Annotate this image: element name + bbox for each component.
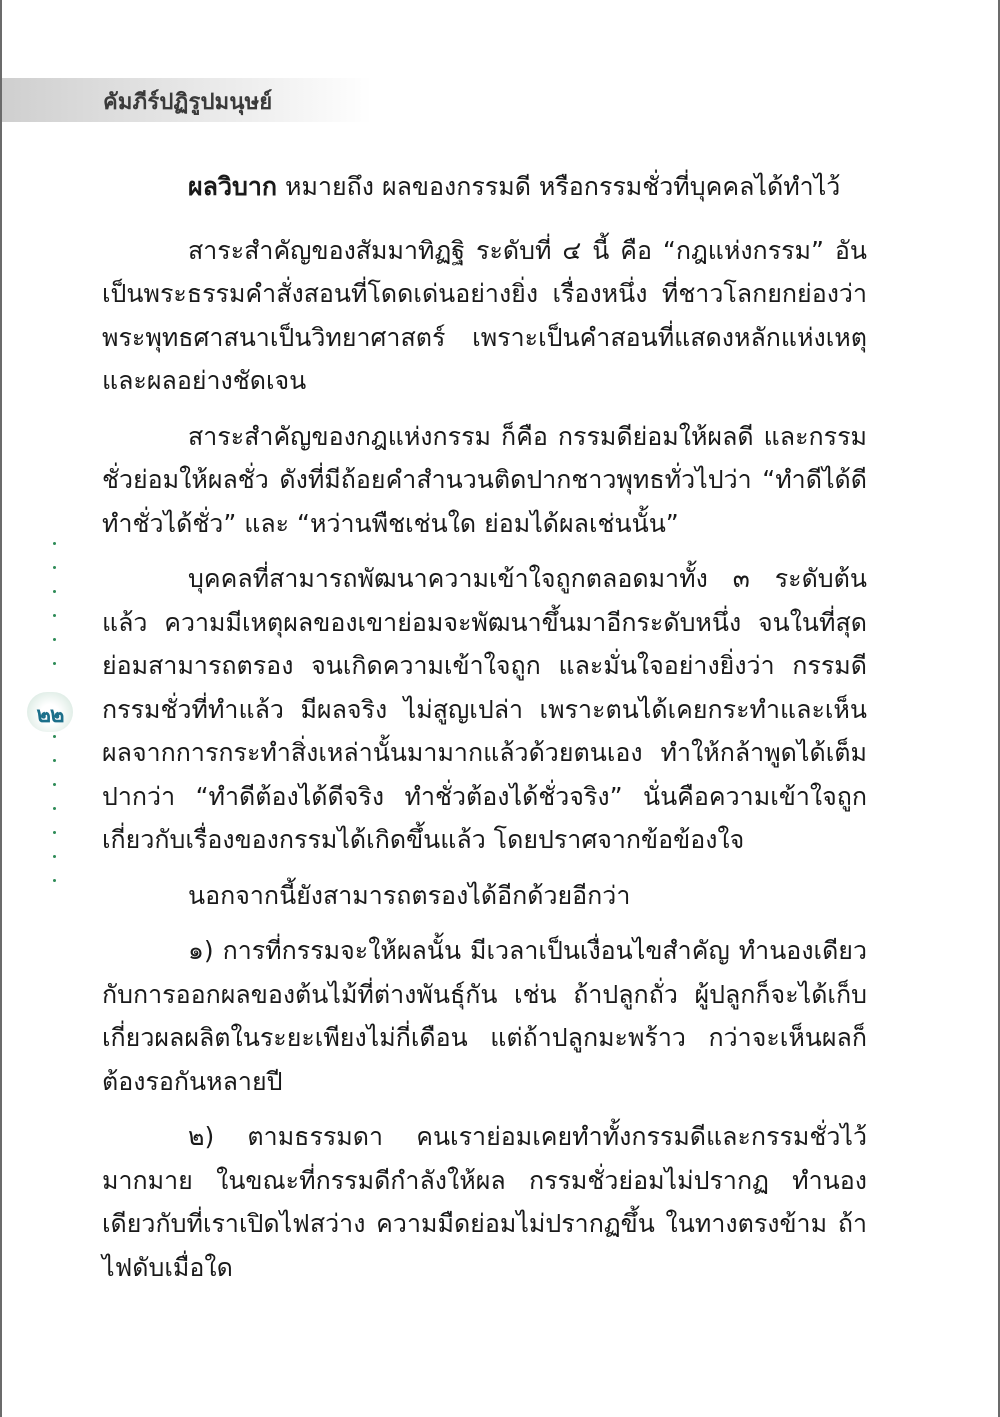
margin-dot [53, 831, 56, 834]
running-header-title: คัมภีร์ปฏิรูปมนุษย์ [103, 90, 273, 115]
paragraph-definition [102, 165, 867, 209]
margin-dot [53, 783, 56, 786]
margin-dot [53, 879, 56, 882]
defined-term: ผลวิบาก [188, 172, 278, 201]
margin-dot [53, 542, 56, 545]
margin-dot [53, 759, 56, 762]
paragraph: นอกจากนี้ยังสามารถตรองได้อีกด้วยอีกว่า [188, 880, 631, 910]
paragraph: สาระสำคัญของกฎแห่งกรรม ก็คือ กรรมดีย่อมให้ผลดี และกรรมชั่วย่อมให้ผลชั่ว ดังที่มีถ้อยคำสำนวนติดปากชาวพุทธทั่วไปว่า “ทำดีได้ดี ทำชั่วได้ชั่ว” และ “หว่านพืชเช่นใด ย่อมได้ผลเช่นนั้น” [102, 421, 867, 538]
paragraph: สาระสำคัญของสัมมาทิฏฐิ ระดับที่ ๔ นี้ คือ “กฎแห่งกรรม” อันเป็นพระธรรมคำสั่งสอนที่โดดเด่นอย่างยิ่ง เรื่องหนึ่ง ที่ชาวโลกยกย่องว่าพระพุทธศาสนาเป็นวิทยาศาสตร์ เพราะเป็นคำสอนที่แสดงหลักแห่งเหตุและผลอย่างชัดเจน [102, 235, 867, 395]
margin-dot [53, 855, 56, 858]
paragraph: บุคคลที่สามารถพัฒนาความเข้าใจถูกตลอดมาทั้ง ๓ ระดับต้นแล้ว ความมีเหตุผลของเขาย่อมจะพัฒนาขึ้นมาอีกระดับหนึ่ง จนในที่สุดย่อมสามารถตรอง จนเกิดความเข้าใจถูก และมั่นใจอย่างยิ่งว่า กรรมดี กรรมชั่วที่ทำแล้ว มีผลจริง ไม่สูญเปล่า เพราะตนได้เคยกระทำและเห็นผลจากการกระทำสิ่งเหล่านั้นมามากแล้วด้วยตนเอง ทำให้กล้าพูดได้เต็มปากว่า “ทำดีต้องได้ดีจริง ทำชั่วต้องได้ชั่วจริง” นั่นคือความเข้าใจถูกเกี่ยวกับเรื่องของกรรมได้เกิดขึ้นแล้ว โดยปราศจากข้อข้องใจ [102, 564, 867, 854]
body-text [102, 165, 867, 1301]
margin-dot [53, 807, 56, 810]
margin-dot [53, 614, 56, 617]
margin-dot [53, 662, 56, 665]
margin-dot [53, 590, 56, 593]
page-number-badge [27, 692, 73, 732]
definition-text: หมายถึง ผลของกรรมดี หรือกรรมชั่วที่บุคคลได้ทำไว้ [277, 172, 841, 201]
paragraph-numbered-item: ๑) การที่กรรมจะให้ผลนั้น มีเวลาเป็นเงื่อนไขสำคัญ ทำนองเดียวกับการออกผลของต้นไม้ที่ต่างพันธุ์กัน เช่น ถ้าปลูกถั่ว ผู้ปลูกก็จะได้เก็บเกี่ยวผลผลิตในระยะเพียงไม่กี่เดือน แต่ถ้าปลูกมะพร้าว กว่าจะเห็นผลก็ต้องรอกันหลายปี [102, 936, 867, 1096]
margin-dot [53, 735, 56, 738]
paragraph-numbered-item: ๒) ตามธรรมดา คนเราย่อมเคยทำทั้งกรรมดีและกรรมชั่วไว้มากมาย ในขณะที่กรรมดีกำลังให้ผล กรรมชั่วย่อมไม่ปรากฏ ทำนองเดียวกับที่เราเปิดไฟสว่าง ความมืดย่อมไม่ปรากฏขึ้น ในทางตรงข้าม ถ้าไฟดับเมื่อใด [102, 1122, 867, 1282]
margin-dot [53, 638, 56, 641]
page-number: ๒๒ [36, 703, 64, 728]
margin-dot [53, 566, 56, 569]
